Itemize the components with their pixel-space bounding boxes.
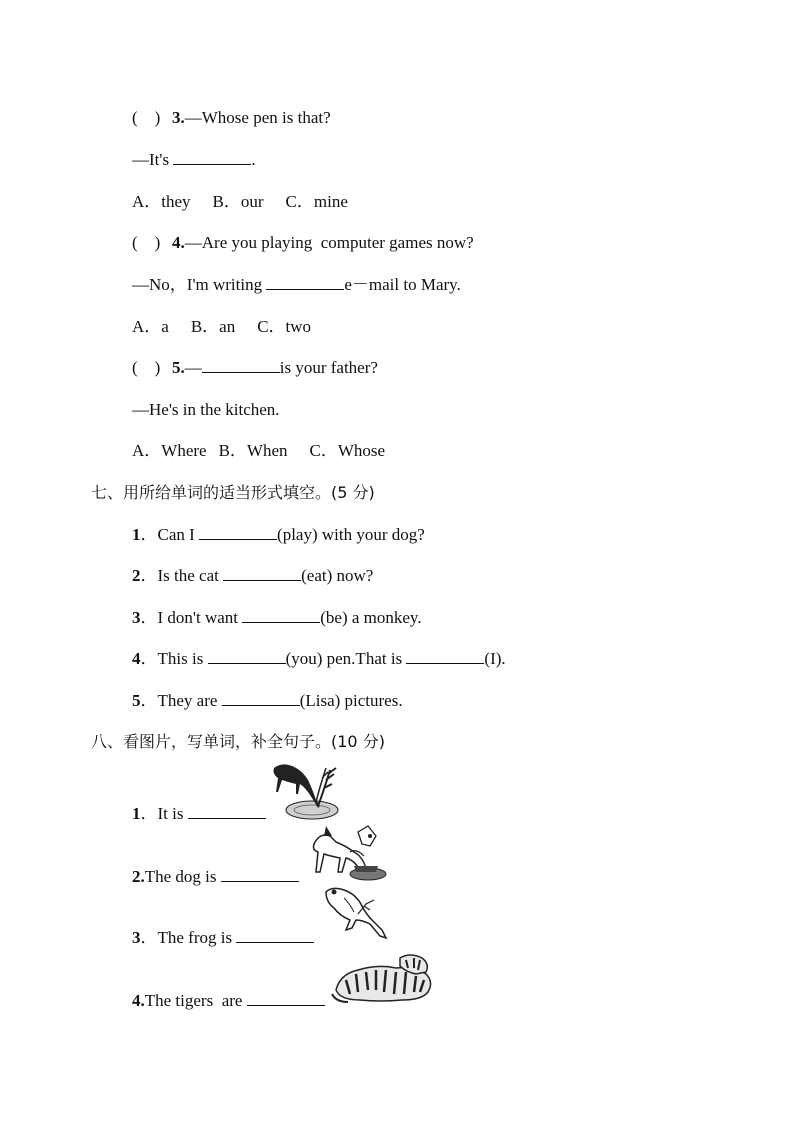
answer-text: —He's in the kitchen. [132,400,280,419]
question-text: —Whose pen is that? [184,108,331,127]
question-5-answer [132,400,280,420]
item-post: (play) with your dog? [277,525,425,544]
answer-prefix: —No，I'm writing [132,275,263,294]
item-number: 5 [132,691,141,710]
option-b[interactable]: B．our [212,192,264,211]
item-number: 4. [132,991,145,1010]
option-c[interactable]: C．Whose [309,441,386,460]
section-8-item-3 [132,928,314,948]
answer-blank[interactable] [247,991,325,1006]
item-pre: ．They are [140,691,218,710]
answer-blank[interactable] [202,358,280,373]
item-number: 2. [132,867,145,886]
question-4-answer [132,275,461,295]
question-number: 4. [172,233,185,252]
option-b[interactable]: B．When [218,441,288,460]
answer-paren[interactable]: ( ) [132,108,161,127]
dog-eating-icon [306,822,388,884]
question-4-options [132,317,311,337]
answer-blank[interactable] [406,649,484,664]
question-3 [132,108,331,128]
answer-suffix: e－mail to Mary. [344,275,461,294]
answer-paren[interactable]: ( ) [132,358,161,377]
option-c[interactable]: C．two [257,317,312,336]
item-mid: (you) pen.That is [285,649,403,668]
item-pre: ．It is [140,804,184,823]
item-post: (Lisa) pictures. [299,691,403,710]
item-pre: ．Is the cat [140,566,219,585]
question-3-answer [132,150,256,170]
option-a[interactable]: A．Where [132,441,207,460]
item-number: 1 [132,525,141,544]
section-8-item-1 [132,804,266,824]
item-pre: The dog is [144,867,217,886]
item-number: 3 [132,608,141,627]
answer-blank[interactable] [242,608,320,623]
option-b[interactable]: B．an [190,317,236,336]
section-7-title: 七、用所给单词的适当形式填空。(5 分) [91,483,375,502]
option-a[interactable]: A．they [132,192,191,211]
answer-paren[interactable]: ( ) [132,233,161,252]
question-prefix: — [184,358,202,377]
answer-blank[interactable] [222,691,300,706]
frog-jumping-icon [322,884,390,942]
question-5 [132,358,378,378]
section-7-item-3 [132,608,422,628]
section-8-title: 八、看图片，写单词，补全句子。(10 分) [91,732,385,751]
answer-blank[interactable] [188,804,266,819]
question-text: —Are you playing computer games now? [184,233,474,252]
answer-blank[interactable] [199,525,277,540]
answer-suffix: . [251,150,256,169]
item-pre: ．The frog is [140,928,233,947]
item-pre: ．This is [140,649,204,668]
item-number: 2 [132,566,141,585]
answer-blank[interactable] [236,928,314,943]
item-post: (eat) now? [301,566,374,585]
item-number: 4 [132,649,141,668]
answer-blank[interactable] [173,150,251,165]
option-a[interactable]: A．a [132,317,169,336]
answer-blank[interactable] [223,566,301,581]
answer-blank[interactable] [266,275,344,290]
tigers-sleeping-icon [330,950,436,1006]
section-7-item-2 [132,566,373,586]
section-7-item-1 [132,525,425,545]
section-8-item-2 [132,867,299,887]
item-number: 1 [132,804,141,823]
question-3-options [132,192,348,212]
deer-drinking-icon [268,760,342,822]
item-pre: The tigers are [144,991,243,1010]
question-suffix: is your father? [279,358,378,377]
answer-blank[interactable] [208,649,286,664]
question-5-options [132,441,385,461]
section-8-item-4 [132,991,325,1011]
item-pre: ．I don't want [140,608,238,627]
answer-prefix: —It's [132,150,170,169]
item-post: (I). [484,649,506,668]
section-7-item-5 [132,691,403,711]
item-pre: ．Can I [140,525,195,544]
section-7-item-4 [132,649,506,669]
question-number: 3. [172,108,185,127]
answer-blank[interactable] [221,867,299,882]
question-number: 5. [172,358,185,377]
item-post: (be) a monkey. [320,608,422,627]
item-number: 3 [132,928,141,947]
option-c[interactable]: C．mine [285,192,348,211]
question-4 [132,233,474,253]
